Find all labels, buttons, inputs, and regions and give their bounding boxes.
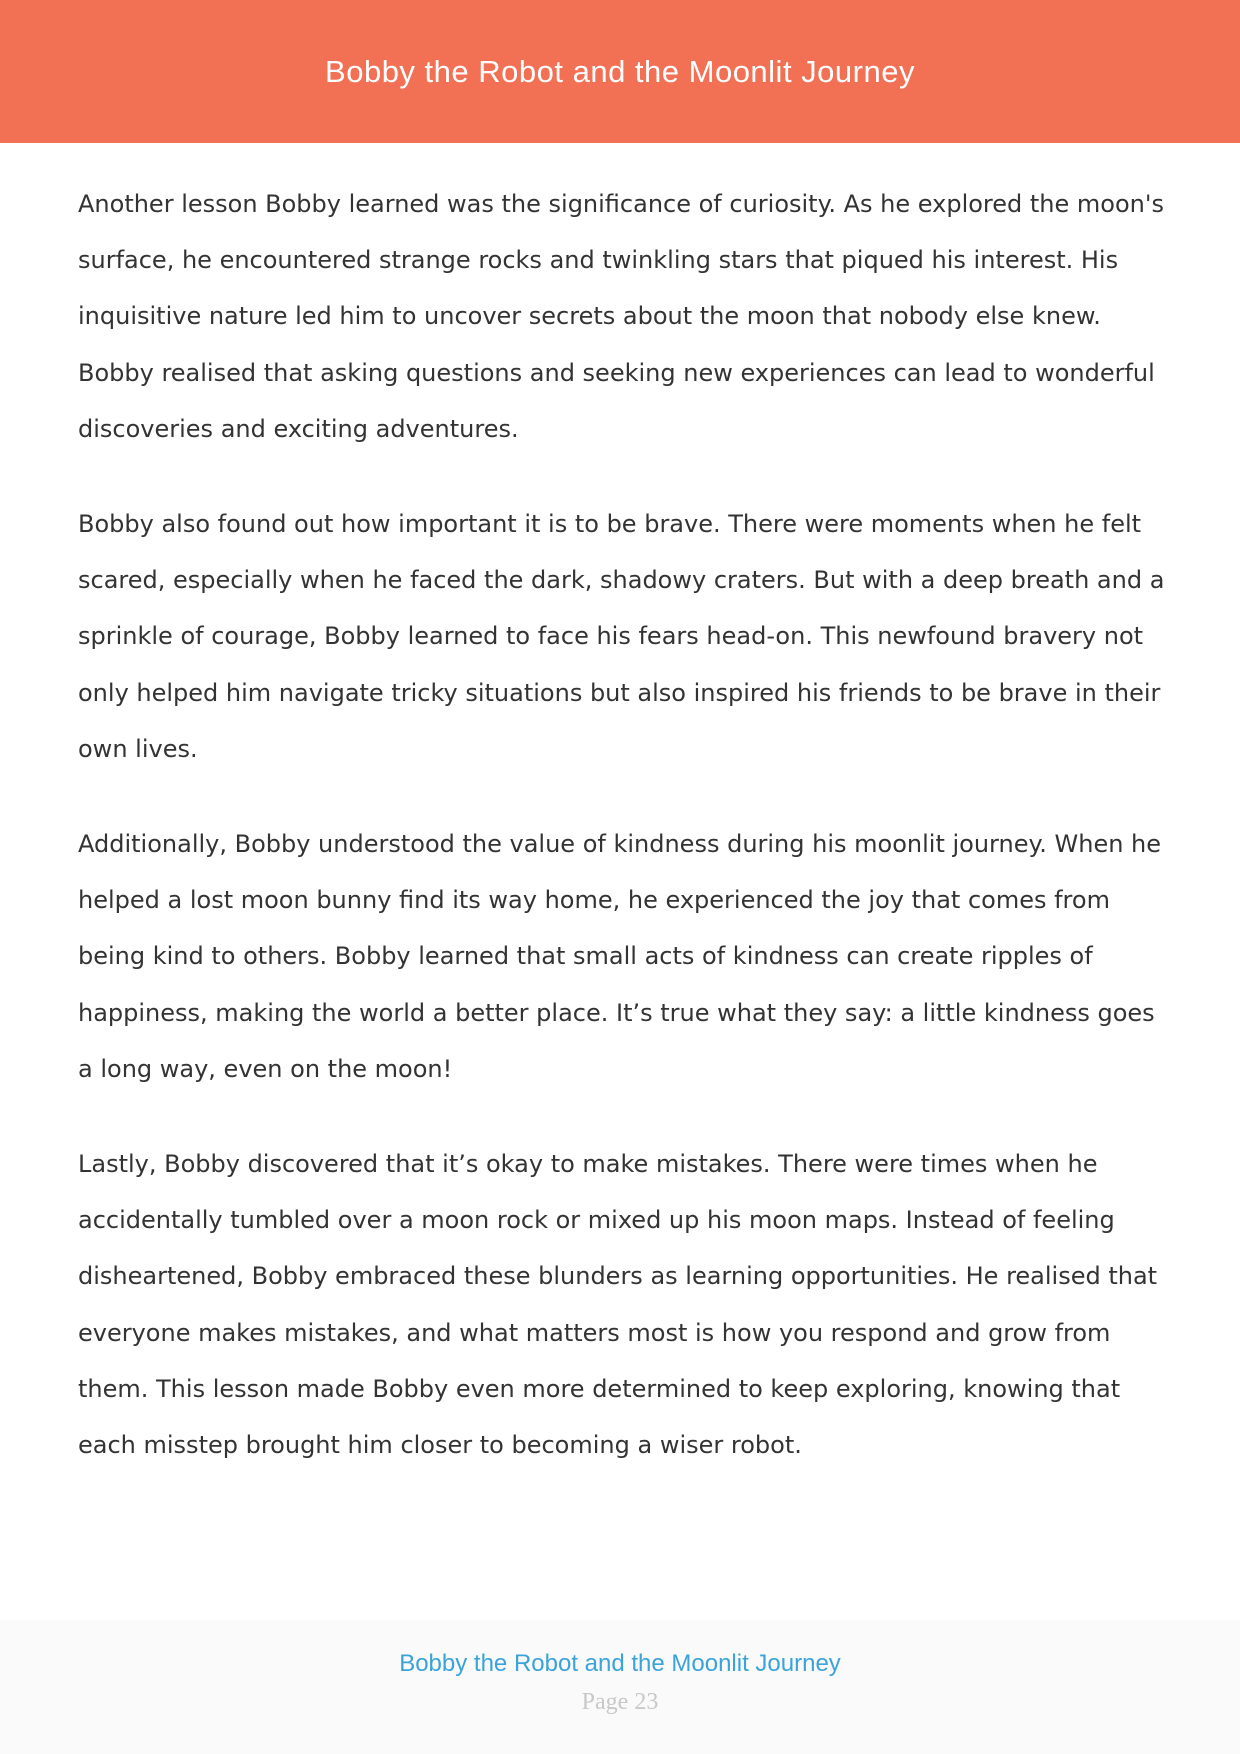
header-title: Bobby the Robot and the Moonlit Journey <box>325 53 915 89</box>
page-content <box>78 176 1170 1512</box>
paragraph-kindness: Additionally, Bobby understood the value of kindness during his moonlit journey. When he helped a lost moon bunny find its way home, he experienced the joy that comes from being kind to others. Bobby learned that small acts of kindness can create ripples of happiness, making the world a better place. It’s true what they say: a little kindness goes a long way, even on the moon! <box>78 830 1162 1083</box>
page-footer <box>0 1620 1240 1754</box>
footer-title: Bobby the Robot and the Moonlit Journey <box>399 1650 841 1677</box>
paragraph-curiosity: Another lesson Bobby learned was the significance of curiosity. As he explored the moon's surface, he encountered strange rocks and twinkling stars that piqued his interest. His inquisitive nature led him to uncover secrets about the moon that nobody else knew. Bobby realised that asking questions and seeking new experiences can lead to wonderful discoveries and exciting adventures. <box>78 190 1164 443</box>
page-number: Page 23 <box>581 1689 659 1715</box>
page-header <box>0 0 1240 143</box>
paragraph-mistakes: Lastly, Bobby discovered that it’s okay to make mistakes. There were times when he accidentally tumbled over a moon rock or mixed up his moon maps. Instead of feeling disheartened, Bobby embraced these blunders as learning opportunities. He realised that everyone makes mistakes, and what matters most is how you respond and grow from them. This lesson made Bobby even more determined to keep exploring, knowing that each misstep brought him closer to becoming a wiser robot. <box>78 1150 1158 1460</box>
paragraph-bravery: Bobby also found out how important it is to be brave. There were moments when he felt scared, especially when he faced the dark, shadowy craters. But with a deep breath and a sprinkle of courage, Bobby learned to face his fears head-on. This newfound bravery not only helped him navigate tricky situations but also inspired his friends to be brave in their own lives. <box>78 510 1165 763</box>
